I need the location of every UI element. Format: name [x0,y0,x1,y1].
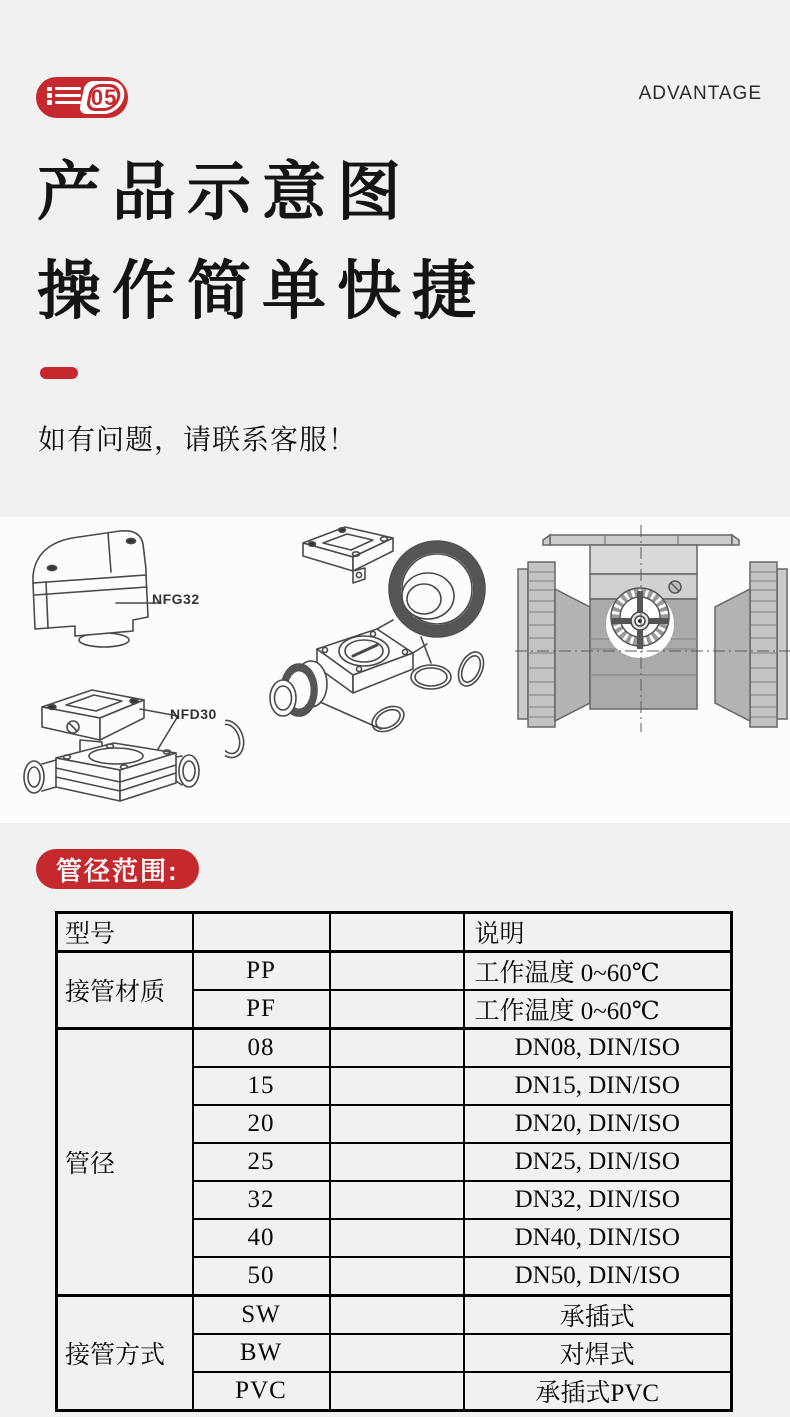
table-cell: DN08, DIN/ISO [464,1029,732,1068]
table-cell [330,1372,464,1411]
table-cell: DN32, DIN/ISO [464,1181,732,1219]
advantage-label: ADVANTAGE [638,83,762,104]
table-cell: DN25, DIN/ISO [464,1143,732,1181]
table-cell: DN40, DIN/ISO [464,1219,732,1257]
valve-part-label: NFD30 [170,706,217,722]
table-row [57,952,732,991]
table-cell [330,913,464,952]
table-cell: 32 [193,1181,330,1219]
table-cell [193,913,330,952]
table-cell: 承插式PVC [464,1372,732,1411]
table-cell: 20 [193,1105,330,1143]
table-cell: 50 [193,1257,330,1296]
table-cell [330,1029,464,1068]
table-cell [330,1257,464,1296]
table-cell: 40 [193,1219,330,1257]
page-title-line1: 产品示意图 [37,156,412,228]
table-cell [330,952,464,991]
table-cell [330,1219,464,1257]
table-cell [330,990,464,1029]
spec-table-body [57,913,732,1411]
table-cell: 25 [193,1143,330,1181]
badge-number-ring [85,84,123,111]
list-icon [55,87,81,108]
table-cell: 承插式 [464,1296,732,1335]
table-cell: 型号 [57,913,193,952]
assembled-valve-diagram [515,517,790,742]
contact-hint-text: 如有问题，请联系客服！ [38,424,358,455]
table-cell: 工作温度 0~60℃ [464,990,732,1029]
table-row [57,1296,732,1335]
valve-exploded-diagram [225,517,505,762]
table-header-row [57,913,732,952]
table-row [57,1029,732,1068]
table-cell [330,1143,464,1181]
table-cell: SW [193,1296,330,1335]
table-cell: 15 [193,1067,330,1105]
table-cell: 对焊式 [464,1334,732,1372]
table-cell: DN50, DIN/ISO [464,1257,732,1296]
actuator-part-label: NFG32 [152,591,200,607]
table-cell: PF [193,990,330,1029]
table-cell: 说明 [464,913,732,952]
pipe-range-badge: 管径范围: [36,849,199,889]
spec-table [55,911,733,1412]
table-cell: DN15, DIN/ISO [464,1067,732,1105]
table-cell [330,1296,464,1335]
section-number-badge [36,77,128,118]
table-cell: 接管方式 [57,1296,193,1411]
table-cell [330,1067,464,1105]
table-cell: PP [193,952,330,991]
table-cell [330,1105,464,1143]
table-cell: 接管材质 [57,952,193,1029]
page-title-line2: 操作简单快捷 [37,255,487,327]
section-number: 05 [90,84,118,110]
title-underline-dash [40,367,78,379]
table-cell [330,1181,464,1219]
table-cell: 08 [193,1029,330,1068]
page-title [37,143,487,341]
table-cell: PVC [193,1372,330,1411]
table-cell: 管径 [57,1029,193,1296]
table-cell: BW [193,1334,330,1372]
table-cell [330,1334,464,1372]
table-cell: 工作温度 0~60℃ [464,952,732,991]
table-cell: DN20, DIN/ISO [464,1105,732,1143]
product-diagram-panel [0,517,790,823]
